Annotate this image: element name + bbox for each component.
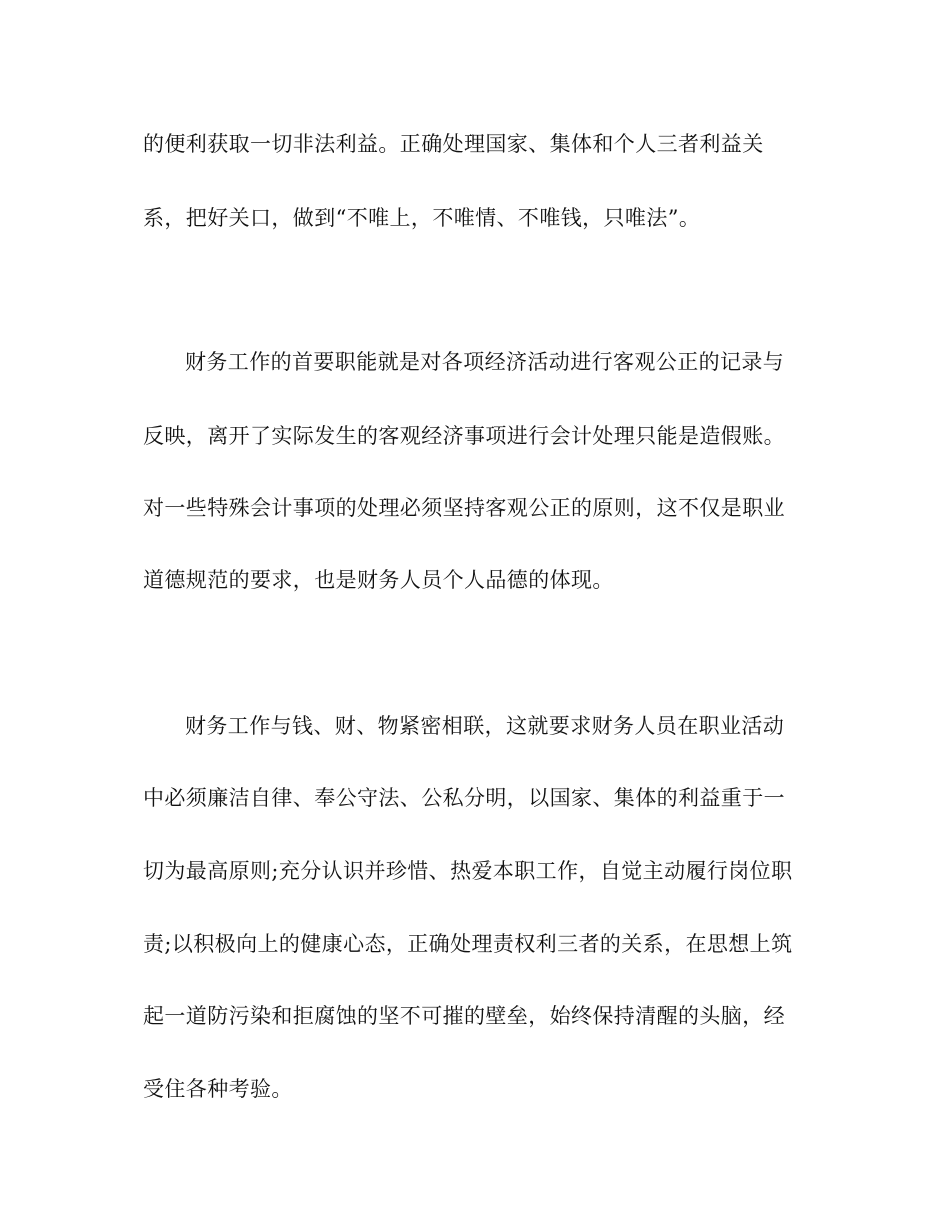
text-line: 责;以积极向上的健康心态，正确处理责权利三者的关系，在思想上筑 xyxy=(143,932,793,956)
text-line: 切为最高原则;充分认识并珍惜、热爱本职工作，自觉主动履行岗位职 xyxy=(143,859,793,883)
text-line: 受住各种考验。 xyxy=(143,1077,293,1101)
text-line: 对一些特殊会计事项的处理必须坚持客观公正的原则，这不仅是职业 xyxy=(143,496,785,520)
text-line: 中必须廉洁自律、奉公守法、公私分明，以国家、集体的利益重于一 xyxy=(143,786,785,810)
text-line: 的便利获取一切非法利益。正确处理国家、集体和个人三者利益关 xyxy=(143,132,764,156)
text-line: 系，把好关口，做到“不唯上，不唯情、不唯钱，只唯法”。 xyxy=(143,206,701,230)
text-line: 财务工作与钱、财、物紧密相联，这就要求财务人员在职业活动 xyxy=(185,714,785,738)
text-line: 起一道防污染和拒腐蚀的坚不可摧的壁垒，始终保持清醒的头脑，经 xyxy=(143,1004,785,1028)
text-line: 财务工作的首要职能就是对各项经济活动进行客观公正的记录与 xyxy=(185,350,785,374)
text-line: 反映，离开了实际发生的客观经济事项进行会计处理只能是造假账。 xyxy=(143,424,785,448)
text-line: 道德规范的要求，也是财务人员个人品德的体现。 xyxy=(143,568,614,592)
